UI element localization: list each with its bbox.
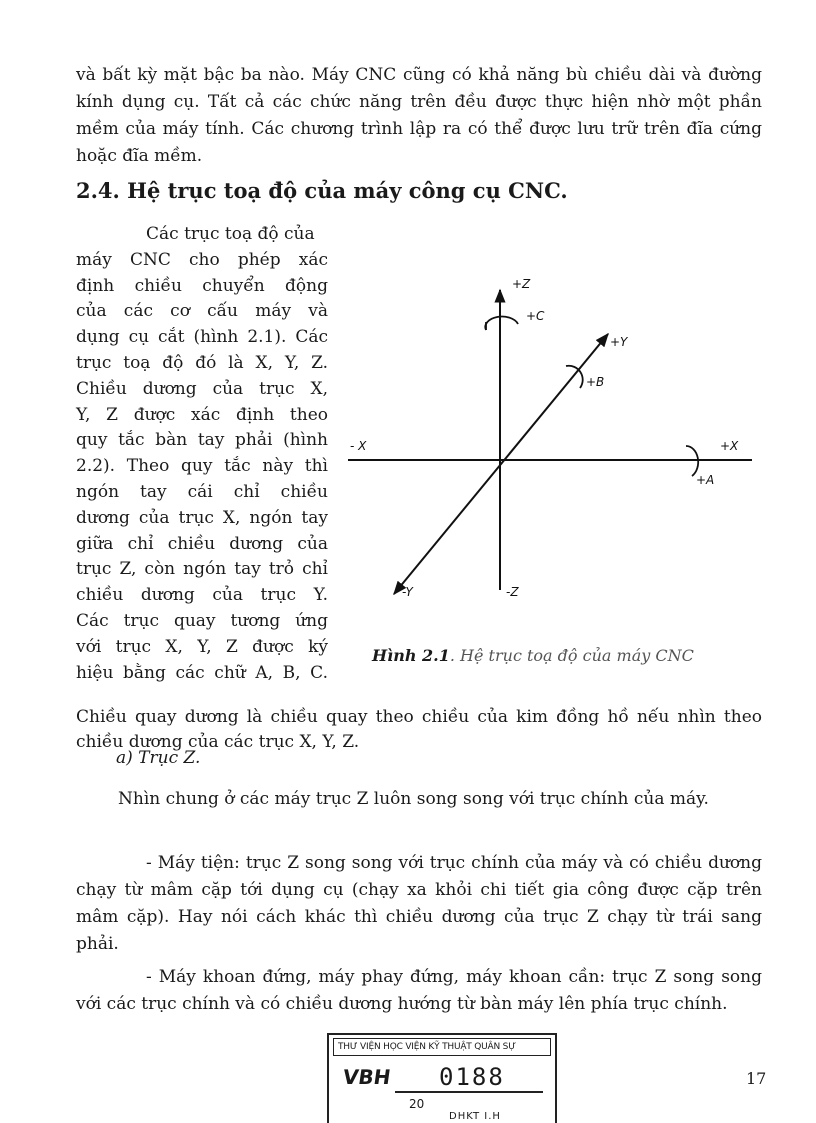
stamp-code: VBH xyxy=(341,1065,393,1089)
caption-label: Hình 2.1 xyxy=(372,646,450,665)
section-line: dương của trục X, ngón tay xyxy=(76,507,328,528)
stamp-year: 20 xyxy=(409,1097,425,1111)
minus-x-label: - X xyxy=(350,439,367,453)
section-line: dụng cụ cắt (hình 2.1). Các xyxy=(76,327,328,348)
stamp-bottom-text: DHKT I.H xyxy=(449,1111,501,1122)
section-line: định chiều chuyển động xyxy=(76,275,328,296)
section-heading: 2.4. Hệ trục toạ độ của máy công cụ CNC. xyxy=(76,178,568,203)
library-stamp xyxy=(327,1033,557,1123)
section-line: trục Z, còn ngón tay trỏ chỉ xyxy=(76,559,328,580)
plus-x-label: +X xyxy=(720,439,739,453)
section-line: Các trục toạ độ của xyxy=(146,224,315,244)
section-line: Y, Z được xác định theo xyxy=(76,404,328,425)
section-line: ngón tay cái chỉ chiều xyxy=(76,481,328,502)
c-rotation-arc xyxy=(485,317,518,330)
axes-figure xyxy=(340,270,760,614)
section-paragraph-continued: Chiều quay dương là chiều quay theo chiều của kim đồng hồ nếu nhìn theo chiều dương của các trục X, Y, Z. xyxy=(76,707,762,752)
subheading: a) Trục Z. xyxy=(116,748,201,768)
section-line: giữa chỉ chiều dương của xyxy=(76,533,328,554)
section-line: quy tắc bàn tay phải (hình xyxy=(76,430,328,451)
paragraph-4: - Máy tiện: trục Z song song với trục chính của máy và có chiều dương chạy từ mâm cặp tới dụng cụ (chạy xa khỏi chi tiết gia công được cặp trên mâm cặp). Hay nói cách khác thì chiều dương của trục Z chạy từ trái sang phải. xyxy=(76,853,762,954)
minus-y-label: -Y xyxy=(402,585,413,599)
minus-z-label: -Z xyxy=(506,585,519,599)
section-line: của các cơ cấu máy và xyxy=(76,301,328,322)
page-number: 17 xyxy=(746,1069,767,1088)
stamp-number: 0188 xyxy=(439,1063,505,1091)
plus-z-label: +Z xyxy=(512,277,531,291)
plus-a-label: +A xyxy=(696,473,715,487)
stamp-underline xyxy=(395,1091,543,1093)
plus-c-label: +C xyxy=(526,309,545,323)
stamp-library-name: THƯ VIỆN HỌC VIỆN KỸ THUẬT QUÂN SỰ xyxy=(333,1038,551,1056)
intro-paragraph: và bất kỳ mặt bậc ba nào. Máy CNC cũng có khả năng bù chiều dài và đường kính dụng cụ. Tất cả các chức năng trên đều được thực hiện nhờ một phần mềm của máy tính. Các chương trình lập ra có thể được lưu trữ trên đĩa cứng hoặc đĩa mềm. xyxy=(76,65,762,166)
plus-y-label: +Y xyxy=(610,335,628,349)
plus-b-label: +B xyxy=(586,375,605,389)
figure-caption xyxy=(372,645,694,667)
section-line: với trục X, Y, Z được ký xyxy=(76,636,328,657)
section-line: trục toạ độ đó là X, Y, Z. xyxy=(76,352,328,373)
paragraph-5: - Máy khoan đứng, máy phay đứng, máy khoan cần: trục Z song song với các trục chính và có chiều dương hướng từ bàn máy lên phía trục chính. xyxy=(76,967,762,1014)
section-line: 2.2). Theo quy tắc này thì xyxy=(76,456,328,477)
section-line: máy CNC cho phép xác xyxy=(76,249,328,270)
section-line: Các trục quay tương ứng xyxy=(76,610,328,631)
section-line: Chiều dương của trục X, xyxy=(76,378,328,399)
caption-text: . Hệ trục toạ độ của máy CNC xyxy=(449,646,694,665)
section-paragraph xyxy=(76,222,328,686)
section-line: hiệu bằng các chữ A, B, C. xyxy=(76,662,328,683)
paragraph-3: Nhìn chung ở các máy trục Z luôn song song với trục chính của máy. xyxy=(118,789,709,809)
coordinate-system-diagram xyxy=(340,270,760,610)
section-line: chiều dương của trục Y. xyxy=(76,585,328,606)
